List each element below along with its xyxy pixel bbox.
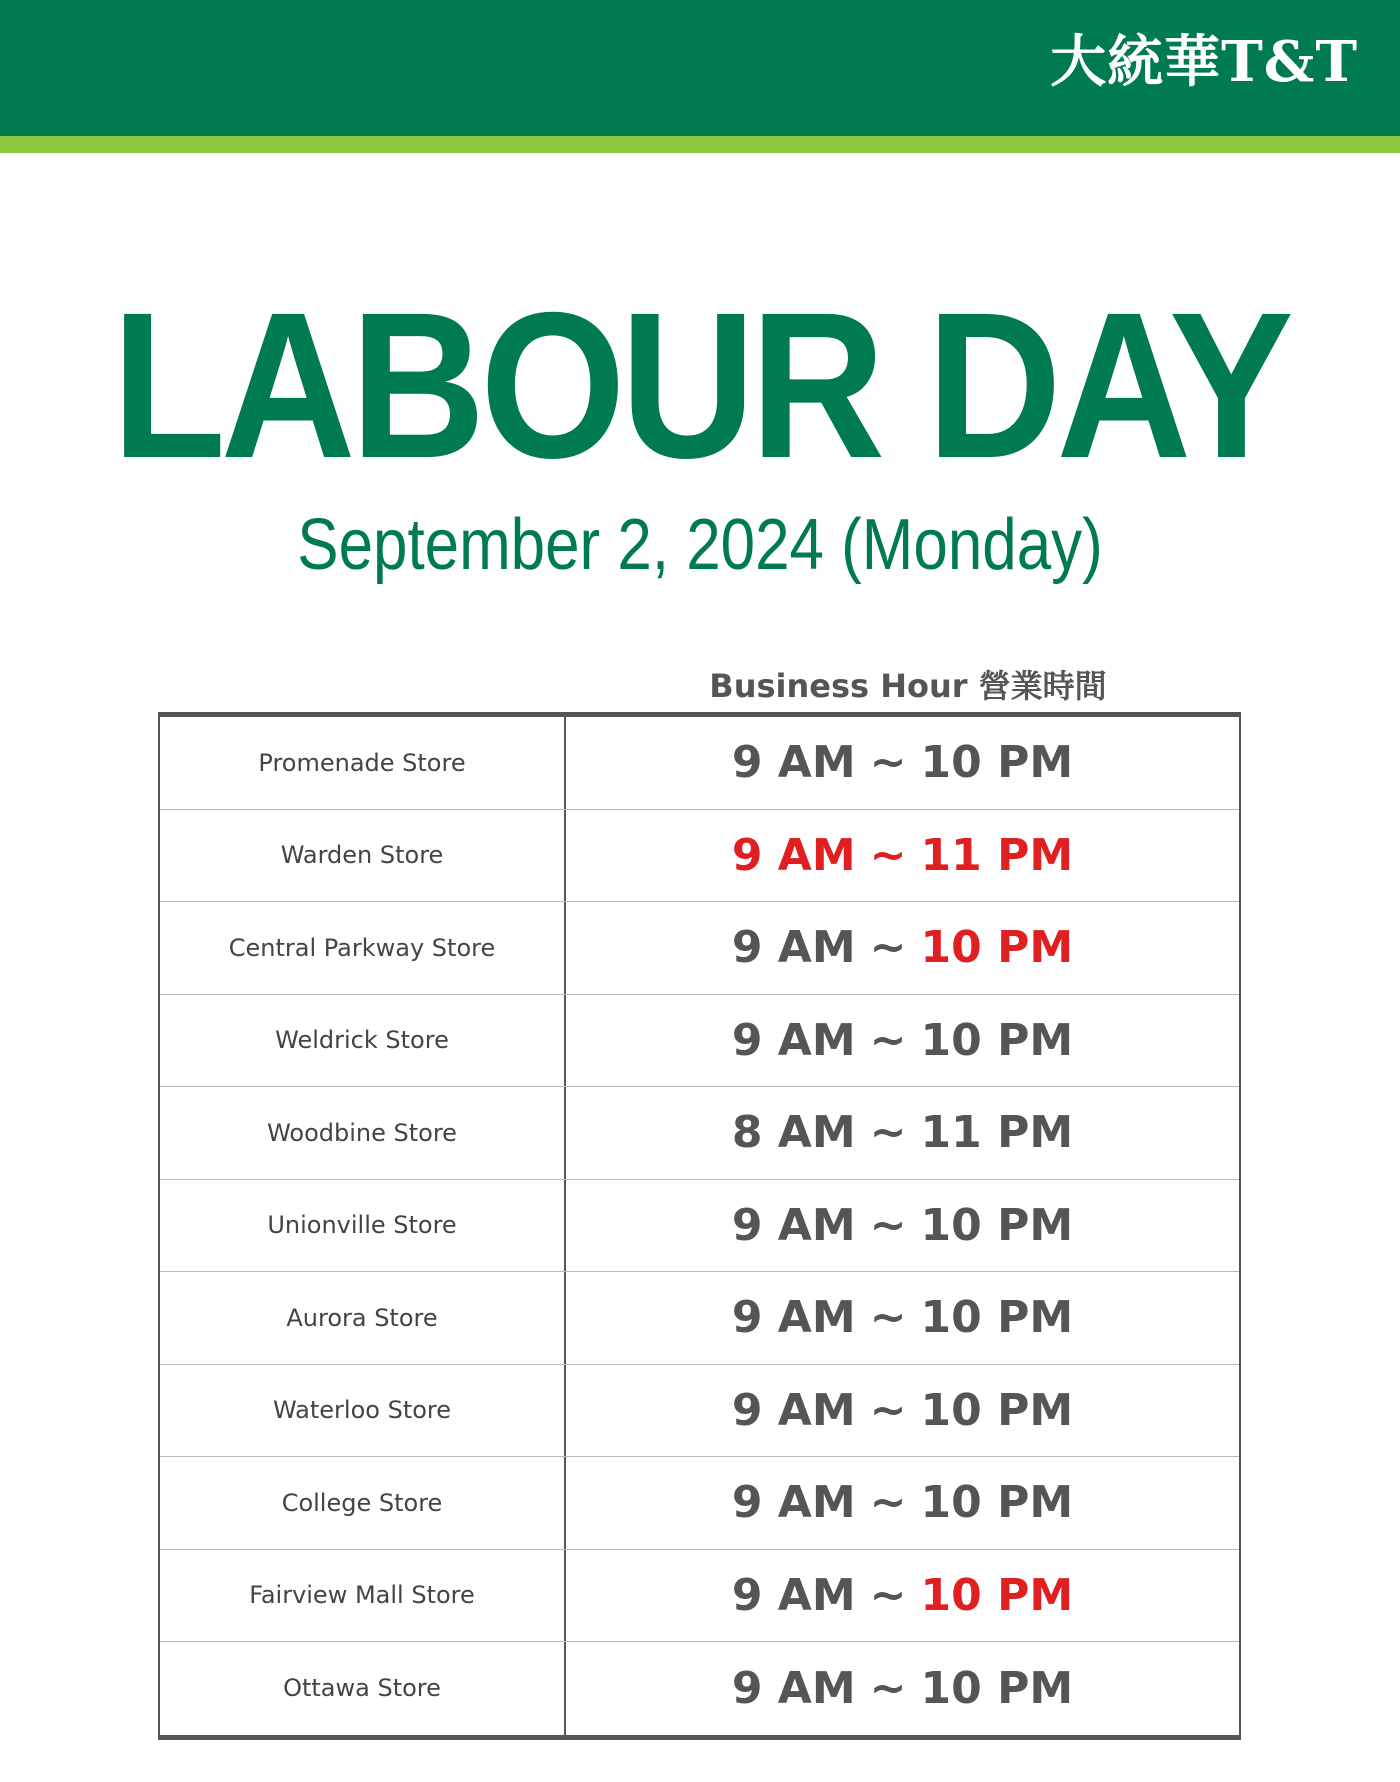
store-name: Weldrick Store bbox=[160, 995, 566, 1087]
business-hour-heading: Business Hour 營業時間 bbox=[709, 667, 1107, 705]
time-separator: ~ bbox=[869, 1014, 907, 1066]
store-hours bbox=[566, 1272, 1239, 1364]
store-hours bbox=[566, 717, 1239, 809]
opening-time: 9 AM bbox=[731, 829, 856, 881]
store-hours bbox=[566, 1365, 1239, 1457]
opening-time: 9 AM bbox=[731, 737, 856, 789]
store-name: Aurora Store bbox=[160, 1272, 566, 1364]
store-hours bbox=[566, 1457, 1239, 1549]
time-separator: ~ bbox=[869, 1199, 907, 1251]
store-name: Warden Store bbox=[160, 810, 566, 902]
closing-time: 10 PM bbox=[920, 1292, 1074, 1344]
closing-time: 10 PM bbox=[920, 922, 1074, 974]
store-name: Woodbine Store bbox=[160, 1087, 566, 1179]
time-separator: ~ bbox=[869, 1384, 907, 1436]
closing-time: 10 PM bbox=[920, 1384, 1074, 1436]
opening-time: 9 AM bbox=[731, 1662, 856, 1714]
time-separator: ~ bbox=[869, 737, 907, 789]
closing-time: 10 PM bbox=[920, 1662, 1074, 1714]
opening-time: 8 AM bbox=[731, 1107, 856, 1159]
time-separator: ~ bbox=[869, 1292, 907, 1344]
opening-time: 9 AM bbox=[731, 1014, 856, 1066]
closing-time: 10 PM bbox=[920, 737, 1074, 789]
store-name: Ottawa Store bbox=[160, 1642, 566, 1735]
table-row bbox=[160, 1642, 1239, 1735]
table-row bbox=[160, 717, 1239, 810]
table-row bbox=[160, 902, 1239, 995]
store-hours bbox=[566, 1087, 1239, 1179]
closing-time: 10 PM bbox=[920, 1199, 1074, 1251]
time-separator: ~ bbox=[869, 1662, 907, 1714]
table-row bbox=[160, 1550, 1239, 1643]
page-title: LABOUR DAY bbox=[111, 270, 1289, 502]
store-hours bbox=[566, 1642, 1239, 1735]
table-row bbox=[160, 1087, 1239, 1180]
closing-time: 10 PM bbox=[920, 1477, 1074, 1529]
header-accent-stripe bbox=[0, 136, 1400, 153]
store-name: College Store bbox=[160, 1457, 566, 1549]
brand-logo: 大統華T&T bbox=[1050, 29, 1358, 95]
closing-time: 10 PM bbox=[920, 1569, 1074, 1621]
opening-time: 9 AM bbox=[731, 1384, 856, 1436]
store-name: Fairview Mall Store bbox=[160, 1550, 566, 1642]
table-row bbox=[160, 1365, 1239, 1458]
store-name: Central Parkway Store bbox=[160, 902, 566, 994]
opening-time: 9 AM bbox=[731, 922, 856, 974]
time-separator: ~ bbox=[869, 1107, 907, 1159]
time-separator: ~ bbox=[869, 922, 907, 974]
time-separator: ~ bbox=[869, 829, 907, 881]
hours-table bbox=[158, 712, 1241, 1740]
store-hours bbox=[566, 1180, 1239, 1272]
opening-time: 9 AM bbox=[731, 1199, 856, 1251]
table-row bbox=[160, 1180, 1239, 1273]
time-separator: ~ bbox=[869, 1569, 907, 1621]
closing-time: 11 PM bbox=[920, 1107, 1074, 1159]
table-row bbox=[160, 1272, 1239, 1365]
opening-time: 9 AM bbox=[731, 1292, 856, 1344]
opening-time: 9 AM bbox=[731, 1477, 856, 1529]
closing-time: 10 PM bbox=[920, 1014, 1074, 1066]
store-hours bbox=[566, 902, 1239, 994]
store-name: Unionville Store bbox=[160, 1180, 566, 1272]
table-row bbox=[160, 1457, 1239, 1550]
time-separator: ~ bbox=[869, 1477, 907, 1529]
table-row bbox=[160, 995, 1239, 1088]
store-name: Promenade Store bbox=[160, 717, 566, 809]
store-hours bbox=[566, 995, 1239, 1087]
store-hours bbox=[566, 1550, 1239, 1642]
store-name: Waterloo Store bbox=[160, 1365, 566, 1457]
closing-time: 11 PM bbox=[920, 829, 1074, 881]
table-row bbox=[160, 810, 1239, 903]
store-hours bbox=[566, 810, 1239, 902]
opening-time: 9 AM bbox=[731, 1569, 856, 1621]
date-subtitle: September 2, 2024 (Monday) bbox=[297, 505, 1103, 585]
